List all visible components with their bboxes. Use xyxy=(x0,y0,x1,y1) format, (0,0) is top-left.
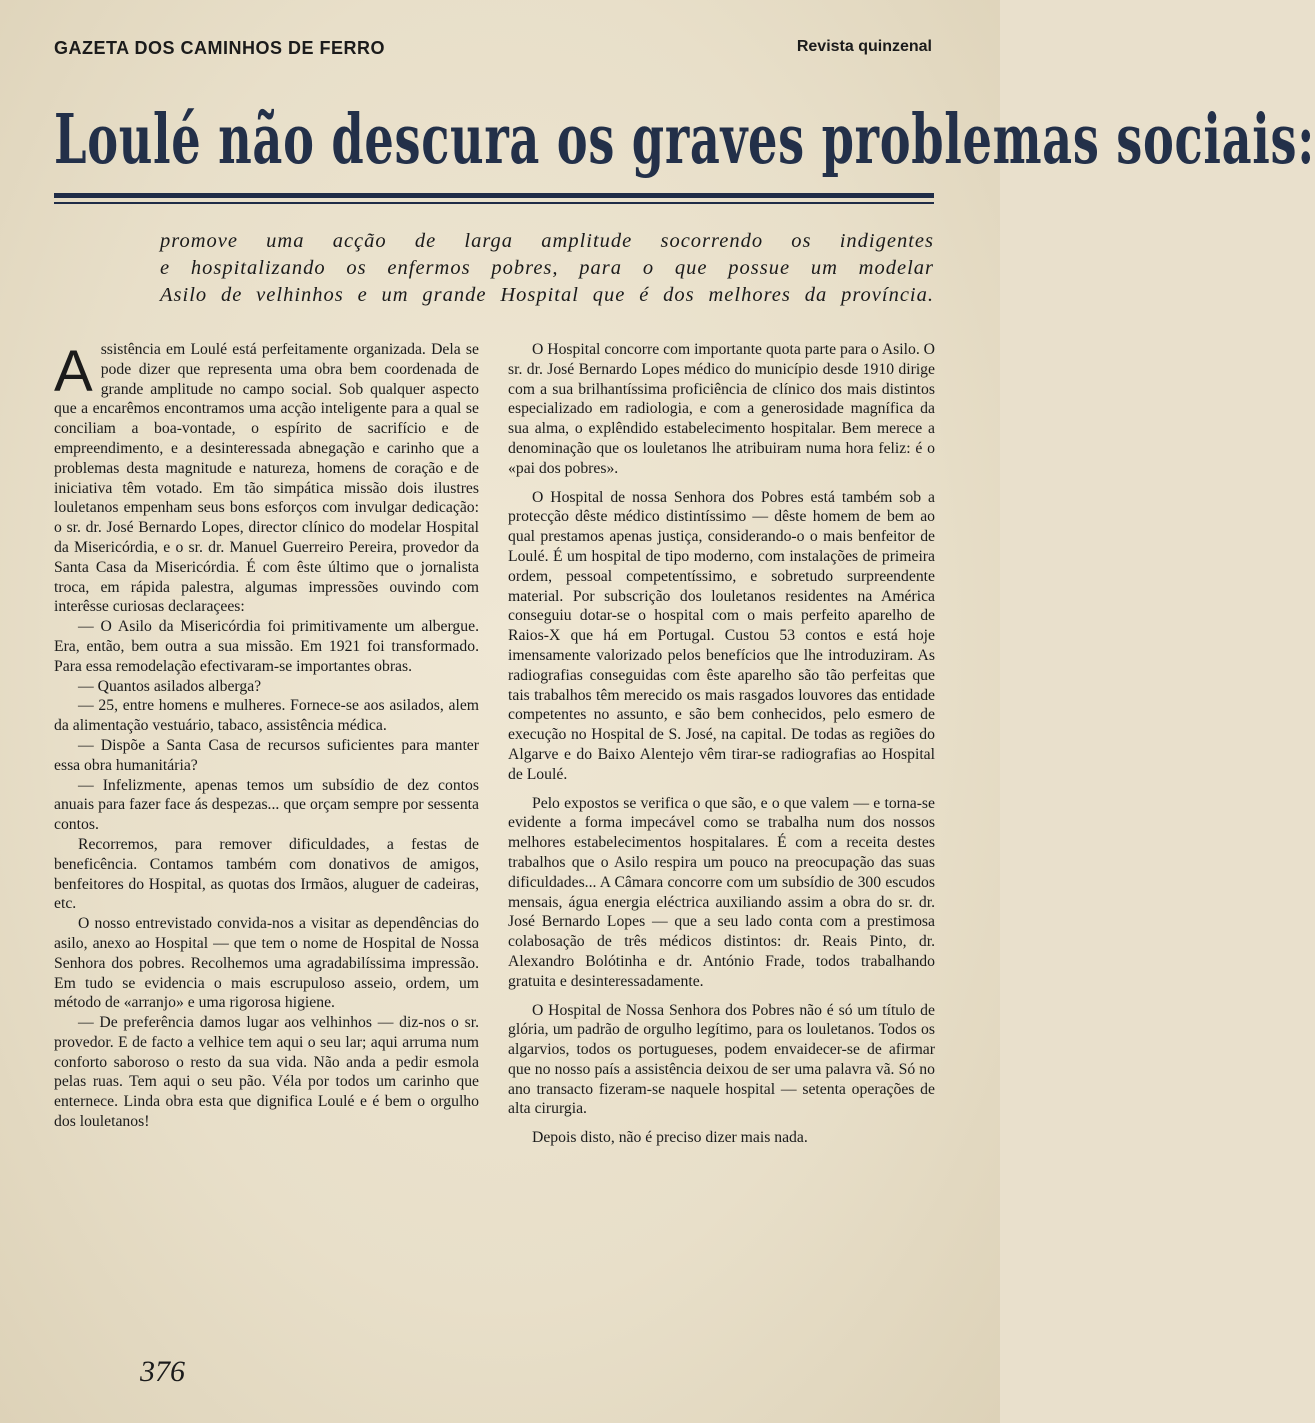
body-paragraph: — 25, entre homens e mulheres. Fornece-se aos asilados, alem da alimentação vestuário, tabaco, assistência médica. xyxy=(54,697,479,735)
body-paragraph: O Hospital de Nossa Senhora dos Pobres não é só um título de glória, um padrão de orgulho legítimo, para os louletanos. Todos os algarvios, todos os portugueses, podem envaidecer-se de afirmar que no nosso país a assistência deixou de ser uma palavra vã. Só no ano transacto fizeram-se naquele hospital — setenta operações de alta cirurgia. xyxy=(508,1001,935,1118)
publication-frequency: Revista quinzenal xyxy=(796,38,932,55)
left-column xyxy=(54,340,479,1132)
body-paragraph: Depois disto, não é preciso dizer mais nada. xyxy=(532,1129,808,1147)
publication-title: GAZETA DOS CAMINHOS DE FERRO xyxy=(54,38,386,58)
body-paragraph: Pelo expostos se verifica o que são, e o que valem — e torna-se evidente a forma impecável como se trabalha num dos nossos melhores estabelecimentos hospitalares. É com a receita destes trabalhos que o Asilo respira um pouco na preocupação das suas dificuldades... A Câmara concorre com um subsídio de 300 escudos mensais, água energia eléctrica auxiliando assim a obra do sr. dr. José Bernardo Lopes — que a seu lado conta com a prestimosa colabosação de três médicos distintos: dr. Reais Pinto, dr. Alexandro Bolótinha e dr. António Frade, todos trabalhando gratuita e desinteressadamente. xyxy=(508,794,935,990)
running-header xyxy=(54,38,932,62)
page-number: 376 xyxy=(140,1355,185,1388)
right-column xyxy=(508,340,935,1157)
body-paragraph: — Infelizmente, apenas temos um subsídio de dez contos anuais para fazer face ás despezas... que orçam sempre por sessenta contos. xyxy=(54,776,479,834)
subtitle-line: e hospitalizando os enfermos pobres, para o que possue um modelar xyxy=(160,257,934,279)
body-paragraph: O Hospital concorre com importante quota parte para o Asilo. O sr. dr. José Bernardo Lopes médico do município desde 1910 dirige com a sua brilhantíssima proficiência de clínico dos mais distintos especializado em radiologia, e com a generosidade magnífica da sua alma, o explêndido estabelecimento hospitalar. Bem merece a denominação que os louletanos lhe atribuiram numa hora feliz: é o «pai dos pobres». xyxy=(508,341,935,477)
body-paragraph: O nosso entrevistado convida-nos a visitar as dependências do asilo, anexo ao Hospital — que tem o nome de Hospital de Nossa Senhora dos pobres. Recolhemos uma agradabilíssima impressão. Em tudo se evidencia o mais escrupuloso asseio, ordem, um método de «arranjo» e uma rigorosa higiene. xyxy=(54,915,479,1012)
article-headline: Loulé não descura os graves problemas sociais: xyxy=(54,100,1315,180)
headline-rule-thin xyxy=(54,202,934,204)
body-paragraph: Recorremos, para remover dificuldades, a festas de beneficência. Contamos também com donativos de amigos, benfeitores do Hospital, as quotas dos Irmãos, aluguer de cadeiras, etc. xyxy=(54,835,479,913)
drop-cap: A xyxy=(54,339,93,404)
body-paragraph: O Hospital de nossa Senhora dos Pobres está também sob a protecção dêste médico distintíssimo — dêste homem de bem ao qual prestamos apenas justiça, considerando-o o mais benfeitor de Loulé. É um hospital de tipo moderno, com instalações de primeira ordem, pessoal competentíssimo, e sobretudo surpreendente material. Por subscrição dos louletanos residentes na América conseguiu dotar-se o hospital com o mais perfeito aparelho de Raios-X que há em Portugal. Custou 53 contos e está hoje imensamente valorizado pelos benefícios que lhe introduziram. As radiografias conseguidas com êste aparelho são tão perfeitas que tais trabalhos têm merecido os mais rasgados louvores das entidade competentes no assunto, e são bem conhecidos, pelo esmero de execução no Hospital de S. José, na capital. De todas as regiões do Algarve e do Baixo Alentejo vêm tirar-se radiografias ao Hospital de Loulé. xyxy=(508,488,935,783)
subtitle-line: Asilo de velhinhos e um grande Hospital que é dos melhores da província. xyxy=(160,284,934,306)
body-paragraph: Assistência em Loulé está perfeitamente organizada. Dela se pode dizer que representa uma obra bem coordenada de grande amplitude no campo social. Sob qualquer aspecto que a encarêmos encontramos uma acção inteligente para a qual se conciliam a boa-vontade, o espírito de sacrifício e de empreendimento, e a desinteressada abnegação e carinho que a problemas desta magnitude e natureza, homens de coração e de iniciativa têm votado. Em tão simpática missão dois ilustres louletanos empenham seus bons esforços com invulgar dedicação: o sr. dr. José Bernardo Lopes, director clínico do modelar Hospital da Misericórdia, e o sr. dr. Manuel Guerreiro Pereira, provedor da Santa Casa da Misericórdia. É com êste último que o jornalista troca, em rápida palestra, algumas impressões ouvindo com interêsse curiosas declaraçees: xyxy=(54,339,479,616)
body-paragraph: — O Asilo da Misericórdia foi primitivamente um albergue. Era, então, bem outra a sua missão. Em 1921 foi transformado. Para essa remodelação efectivaram-se importantes obras. xyxy=(54,618,479,675)
body-paragraph: — Dispõe a Santa Casa de recursos suficientes para manter essa obra humanitária? xyxy=(54,736,479,774)
article-subtitle xyxy=(160,228,934,309)
subtitle-line: promove uma acção de larga amplitude socorrendo os indigentes xyxy=(160,230,934,252)
body-paragraph: — Quantos asilados alberga? xyxy=(78,677,262,695)
body-paragraph: — De preferência damos lugar aos velhinhos — diz-nos o sr. provedor. E de facto a velhice tem aqui o seu lar; aqui arruma num conforto saboroso o resto da sua vida. Não anda a pedir esmola pelas ruas. Tem aqui o seu pão. Véla por todos um carinho que enternece. Linda obra esta que dignifica Loulé e é bem o orgulho dos louletanos! xyxy=(54,1014,479,1131)
headline-rule-thick xyxy=(54,193,934,198)
